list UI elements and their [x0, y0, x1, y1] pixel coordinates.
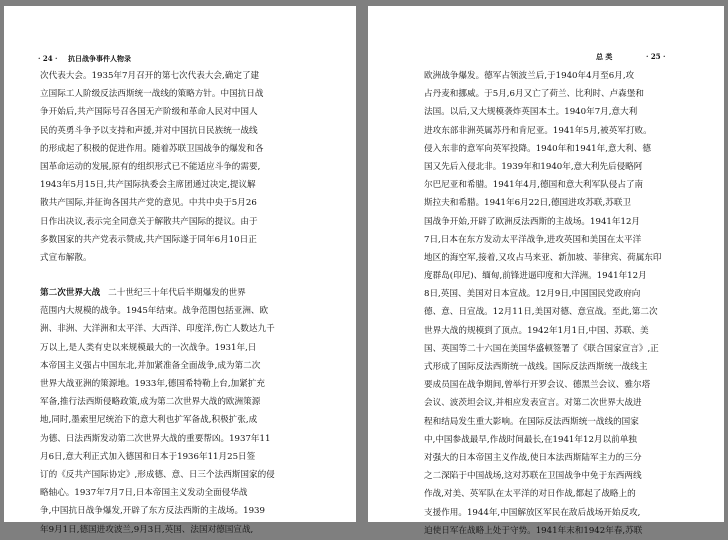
- text-line: 式宣布解散。: [40, 252, 92, 263]
- text-line: 欧洲战争爆发。德军占领波兰后,于1940年4月至6月,攻: [424, 71, 635, 81]
- text-line: 散共产国际,并征询各国共产党的意见。中共中央于5月26: [40, 198, 257, 209]
- left-page-body: [40, 67, 336, 539]
- text-line: 地区的海空军,接着,又攻占马来亚、新加坡、菲律宾、荷属东印: [424, 252, 662, 263]
- text-line: 争开始后,共产国际号召各国无产阶级和革命人民对中国人: [40, 107, 258, 118]
- text-line: 立国际工人阶级反法西斯统一战线的策略方针。中国抗日战: [40, 89, 264, 100]
- text-line: 作战,对美、英军队在太平洋的对日作战,都起了战略上的: [424, 489, 636, 500]
- text-line: 侵入东非的意军向英军投降。1940年和1941年,意大利、德: [424, 143, 651, 154]
- text-line: 本帝国主义强占中国东北,并加紧准备全面战争,成为第二次: [40, 360, 261, 371]
- text-line: 要成员国在战争期间,曾举行开罗会议、德黑兰会议、雅尔塔: [424, 380, 651, 391]
- text-line: 国又先后入侵北非。1939年和1940年,意大利先后侵略阿: [424, 161, 643, 172]
- left-page: [4, 6, 356, 535]
- text-line: 为德、日法西斯发动第二次世界大战的重要帮凶。1937年11: [40, 433, 271, 444]
- entry-first-line-text: 二十世纪三十年代后半期爆发的世界: [108, 288, 246, 299]
- text-line: 洲、非洲、大洋洲和太平洋、大西洋、印度洋,伤亡人数达九千: [40, 324, 275, 335]
- text-line: 世界大战亚洲的策源地。1933年,德国希特勒上台,加紧扩充: [40, 379, 265, 389]
- right-page: [368, 6, 724, 536]
- text-line: 世界大战的规模到了顶点。1942年1月1日,中国、苏联、美: [424, 325, 649, 336]
- text-line: 迫使日军在战略上处于守势。1941年末和1942年春,苏联: [424, 525, 643, 536]
- text-line: 多数国家的共产党表示赞成,共产国际遂于同年6月10日正: [40, 234, 257, 245]
- text-line: 之二深陷于中国战场,这对苏联在卫国战争中免于东西两线: [424, 471, 642, 482]
- text-line: 地,同时,墨索里尼统治下的意大利也扩军备战,积极扩张,成: [40, 415, 258, 426]
- entry-first-line: [40, 284, 336, 302]
- text-line: 占丹麦和挪威。于5月,6月又亡了荷兰、比利时、卢森堡和: [424, 89, 644, 100]
- text-line: 争,中国抗日战争爆发,开辟了东方反法西斯的主战场。1939: [40, 506, 265, 517]
- text-line: 斯拉夫和希腊。1941年6月22日,德国进攻苏联,苏联卫: [424, 198, 632, 209]
- text-line: 进攻东部非洲英属苏丹和肯尼亚。1941年5月,被英军打败。: [424, 125, 652, 136]
- text-line: 尔巴尼亚和希腊。1941年4月,德国和意大利军队侵占了南: [424, 180, 644, 191]
- text-line: 月6日,意大利正式加入德国和日本于1936年11月25日签: [40, 451, 256, 462]
- text-line: 订的《反共产国际协定》,形成德、意、日三个法西斯国家的侵: [40, 469, 275, 480]
- text-line: 略轴心。1937年7月7日,日本帝国主义发动全面侵华战: [40, 488, 248, 499]
- right-page-body: [424, 67, 706, 540]
- text-line: 法国。以后,又大规模袭炸英国本土。1940年7月,意大利: [424, 107, 638, 118]
- text-line: 范围内大规模的战争。1945年结束。战争范围包括亚洲、欧: [40, 306, 269, 317]
- text-line: 7日,日本在东方发动太平洋战争,进攻英国和美国在太平洋: [424, 234, 642, 245]
- text-line: 次代表大会。1935年7月召开的第七次代表大会,确定了建: [40, 71, 260, 81]
- text-line: 对强大的日本帝国主义作战,使日本法西斯陆军主力的三分: [424, 452, 642, 463]
- text-line: 国战争开始,开辟了欧洲反法西斯的主战场。1941年12月: [424, 216, 641, 227]
- text-line: 会议、波茨坦会议,并相应发表宣言。对第二次世界大战进: [424, 398, 642, 409]
- text-line: 中,中国参战最早,作战时间最长,在1941年12月以前单独: [424, 434, 637, 445]
- right-running-title: 总 类: [596, 52, 613, 61]
- text-line: 式形成了国际反法西斯统一战线。国际反法西斯统一战线主: [424, 362, 648, 372]
- text-line: 度群岛(印尼)、缅甸,前锋进逼印度和大洋洲。1941年12月: [424, 271, 647, 282]
- text-line: 支援作用。1944年,中国解放区军民在敌后战场开始反攻,: [424, 507, 641, 518]
- text-line: 万以上,是人类有史以来规模最大的一次战争。1931年,日: [40, 342, 257, 353]
- left-page-number: · 24 ·: [38, 54, 58, 63]
- text-line: 军备,推行法西斯侵略政策,成为第二次世界大战的欧洲策源: [40, 397, 261, 408]
- text-line: 德、意、日宣战。12月11日,美国对德、意宣战。至此,第二次: [424, 307, 658, 318]
- text-line: 民的英勇斗争予以支持和声援,并对中国抗日民族统一战线: [40, 125, 258, 136]
- paragraph-ww2: [40, 284, 336, 539]
- text-line: 国革命运动的发展,原有的组织形式已不能适应斗争的需要,: [40, 161, 261, 172]
- paragraph-comintern: [40, 67, 336, 267]
- text-line: 程和结局发生重大影响。在国际反法西斯统一战线的国家: [424, 416, 639, 427]
- paragraph-gap: [40, 267, 336, 284]
- text-line: 年9月1日,德国进攻波兰,9月3日,英国、法国对德国宣战,: [40, 524, 254, 535]
- left-running-title: 抗日战争事件人物录: [68, 54, 131, 63]
- entry-heading: 第二次世界大战: [40, 288, 101, 299]
- text-line: 8日,英国、美国对日本宣战。12月9日,中国国民党政府向: [424, 289, 641, 300]
- text-line: 的形成起了积极的促进作用。随着苏联卫国战争的爆发和各: [40, 143, 264, 154]
- text-line: 日作出决议,表示完全同意关于解散共产国际的提议。由于: [40, 216, 258, 227]
- text-line: 国、英国等二十六国在美国华盛顿签署了《联合国家宣言》,正: [424, 343, 659, 354]
- text-line: 1943年5月15日,共产国际执委会主席团通过决定,提议解: [40, 180, 256, 191]
- right-page-number: · 25 ·: [646, 52, 666, 61]
